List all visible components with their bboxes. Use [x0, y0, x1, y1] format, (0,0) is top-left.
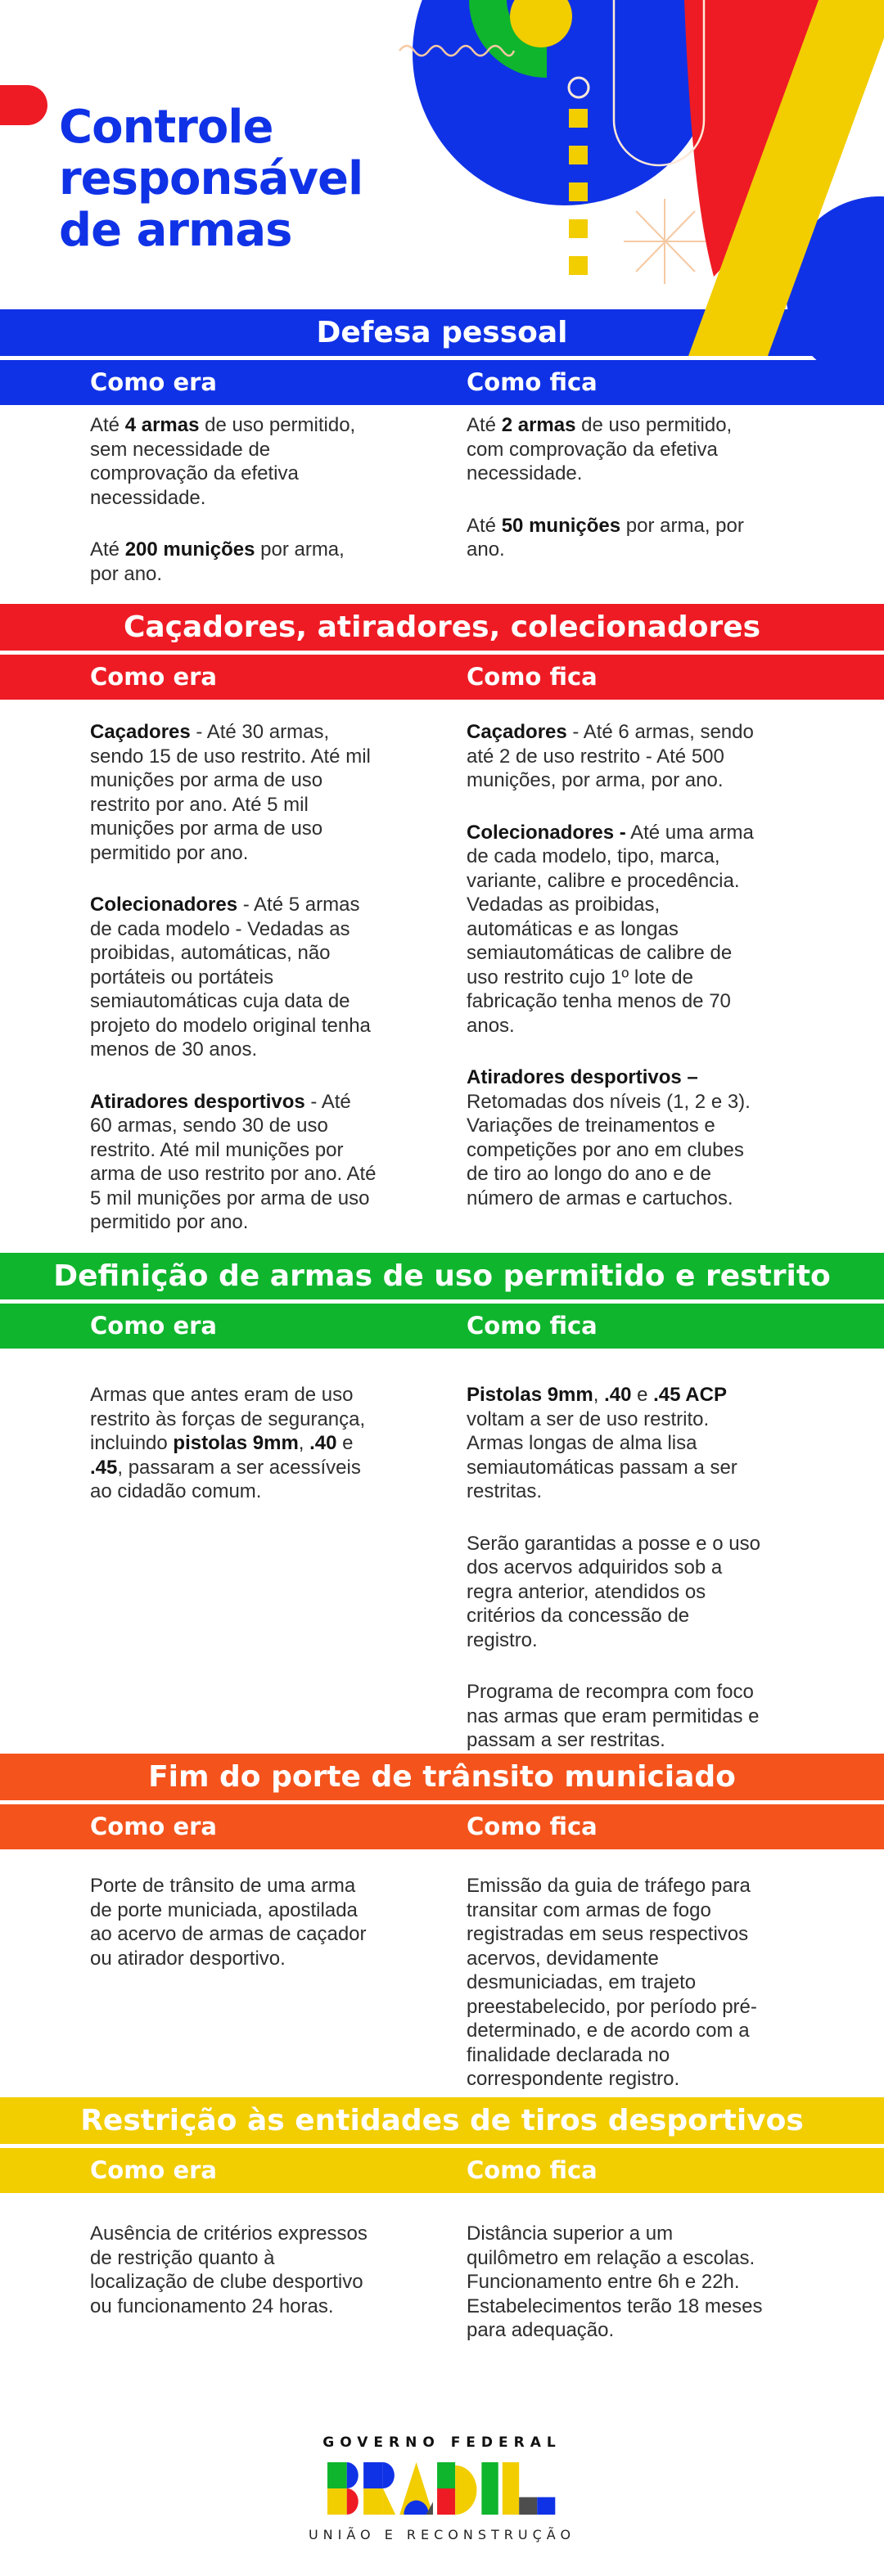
como-fica-label: Como fica — [467, 1312, 598, 1340]
como-era-label: Como era — [90, 2156, 217, 2184]
section-definicao-armas — [0, 1253, 884, 1751]
page-title-line: de armas — [59, 203, 292, 257]
section-restricao-entidades — [0, 2097, 884, 2341]
section-subheader-bar — [0, 655, 884, 700]
como-era-label: Como era — [90, 1312, 217, 1340]
section-title: Definição de armas de uso permitido e restrito — [53, 1259, 831, 1293]
section-defesa-pessoal — [0, 309, 884, 585]
como-era-content: Até 4 armas de uso permitido, sem necessidade de comprovação da efetiva necessidade. Até 200 munições por arma, por ano. — [90, 414, 356, 585]
page-title — [59, 101, 363, 256]
como-fica-label: Como fica — [467, 1813, 598, 1840]
brasil-logo — [0, 2451, 884, 2527]
title-accent-pill — [0, 85, 47, 125]
yellow-band — [688, 0, 884, 356]
como-era-content: Caçadores - Até 30 armas, sendo 15 de uso restrito. Até mil munições por arma de uso restrito por ano. Até 5 mil munições por arma de uso permitido por ano. Colecionadores - Até 5 armas de cada modelo - Vedadas as proibidas, automáticas, não portáteis ou portáteis semiautomáticas cuja data de projeto do modelo original tenha menos de 30 anos. Atiradores desportivos - Até 60 armas, sendo 30 de uso restrito. Até mil munições por arma de uso restrito por ano. Até 5 mil munições por arma de uso permitido por ano. — [90, 721, 377, 1233]
como-fica-content: Distância superior a um quilômetro em relação a escolas. Funcionamento entre 6h e 22h. Estabelecimentos terão 18 meses para adequação. — [467, 2222, 763, 2341]
section-subheader-bar — [0, 2148, 884, 2193]
como-fica-content: Caçadores - Até 6 armas, sendo até 2 de uso restrito - Até 500 munições, por arma, por ano. Colecionadores - Até uma arma de cada modelo, tipo, marca, variante, calibre e procedência. Vedadas as proibidas, automáticas e as longas semiautomáticas de calibre de uso restrito cujo 1º lote de fabricação tenha menos de 70 anos. Atiradores desportivos – Retomadas dos níveis (1, 2 e 3). Variações de treinamentos e competições por ano em clubes de tiro ao longo do ano e de número de armas e cartuchos. — [467, 721, 754, 1209]
page-title-line: responsável — [59, 151, 363, 205]
como-fica-label: Como fica — [467, 368, 598, 396]
section-header-bar — [0, 309, 884, 356]
como-era-content: Ausência de critérios expressos de restrição quanto à localização de clube desportivo ou funcionamento 24 horas. — [90, 2222, 368, 2317]
como-fica-content: Pistolas 9mm, .40 e .45 ACP voltam a ser de uso restrito. Armas longas de alma lisa semiautomáticas passam a ser restritas. Serão garantidas a posse e o uso dos acervos adquiridos sob a regra anterior, atendidos os critérios da concessão de registro. Programa de recompra com foco nas armas que eram permitidas e passam a ser restritas. — [467, 1384, 760, 1751]
starburst — [624, 199, 706, 284]
como-era-label: Como era — [90, 1813, 217, 1840]
governo-federal-label: GOVERNO FEDERAL — [322, 2434, 562, 2451]
como-fica-content: Até 2 armas de uso permitido, com comprovação da efetiva necessidade. Até 50 munições por arma, por ano. — [467, 414, 744, 561]
como-fica-label: Como fica — [467, 663, 598, 691]
como-era-content: Armas que antes eram de uso restrito às forças de segurança, incluindo pistolas 9mm, .40 e .45, passaram a ser acessíveis ao cidadão comum. — [90, 1384, 366, 1502]
section-title: Defesa pessoal — [316, 316, 568, 349]
section-subheader-bar — [0, 1804, 884, 1849]
como-era-label: Como era — [90, 368, 217, 396]
outline-pill — [614, 0, 704, 165]
blue-circle — [413, 0, 717, 205]
section-title: Restrição às entidades de tiros desportivos — [80, 2104, 804, 2137]
como-fica-label: Como fica — [467, 2156, 598, 2184]
section-header-bar — [0, 2097, 884, 2144]
como-fica-content: Emissão da guia de tráfego para transitar com armas de fogo registradas em seus respectivos acervos, devidamente desmuniciadas, em trajeto preestabelecido, por período pré-determinado, e de acordo com a finalidade declarada no correspondente registro. — [467, 1875, 757, 2090]
section-header-bar — [0, 1754, 884, 1800]
como-era-content: Porte de trânsito de uma arma de porte municiada, apostilada ao acervo de armas de caçador ou atirador desportivo. — [90, 1875, 367, 1970]
section-header-bar — [0, 1253, 884, 1299]
outline-dot — [569, 78, 589, 97]
section-subheader-bar — [0, 360, 884, 405]
section-header-bar — [0, 604, 884, 651]
uniao-reconstrucao-label: UNIÃO E RECONSTRUÇÃO — [308, 2527, 576, 2542]
footer — [0, 2434, 884, 2542]
como-era-label: Como era — [90, 663, 217, 691]
yellow-dot-column — [569, 109, 588, 275]
section-title: Fim do porte de trânsito municiado — [148, 1760, 736, 1794]
yellow-circle — [510, 0, 572, 47]
section-cacadores — [0, 604, 884, 1233]
red-blob — [684, 0, 828, 277]
wavy-line — [399, 46, 514, 56]
section-title: Caçadores, atiradores, colecionadores — [123, 610, 761, 644]
section-subheader-bar — [0, 1304, 884, 1349]
green-arc — [488, 0, 547, 59]
page-title-line: Controle — [59, 100, 273, 154]
section-fim-porte — [0, 1754, 884, 2090]
